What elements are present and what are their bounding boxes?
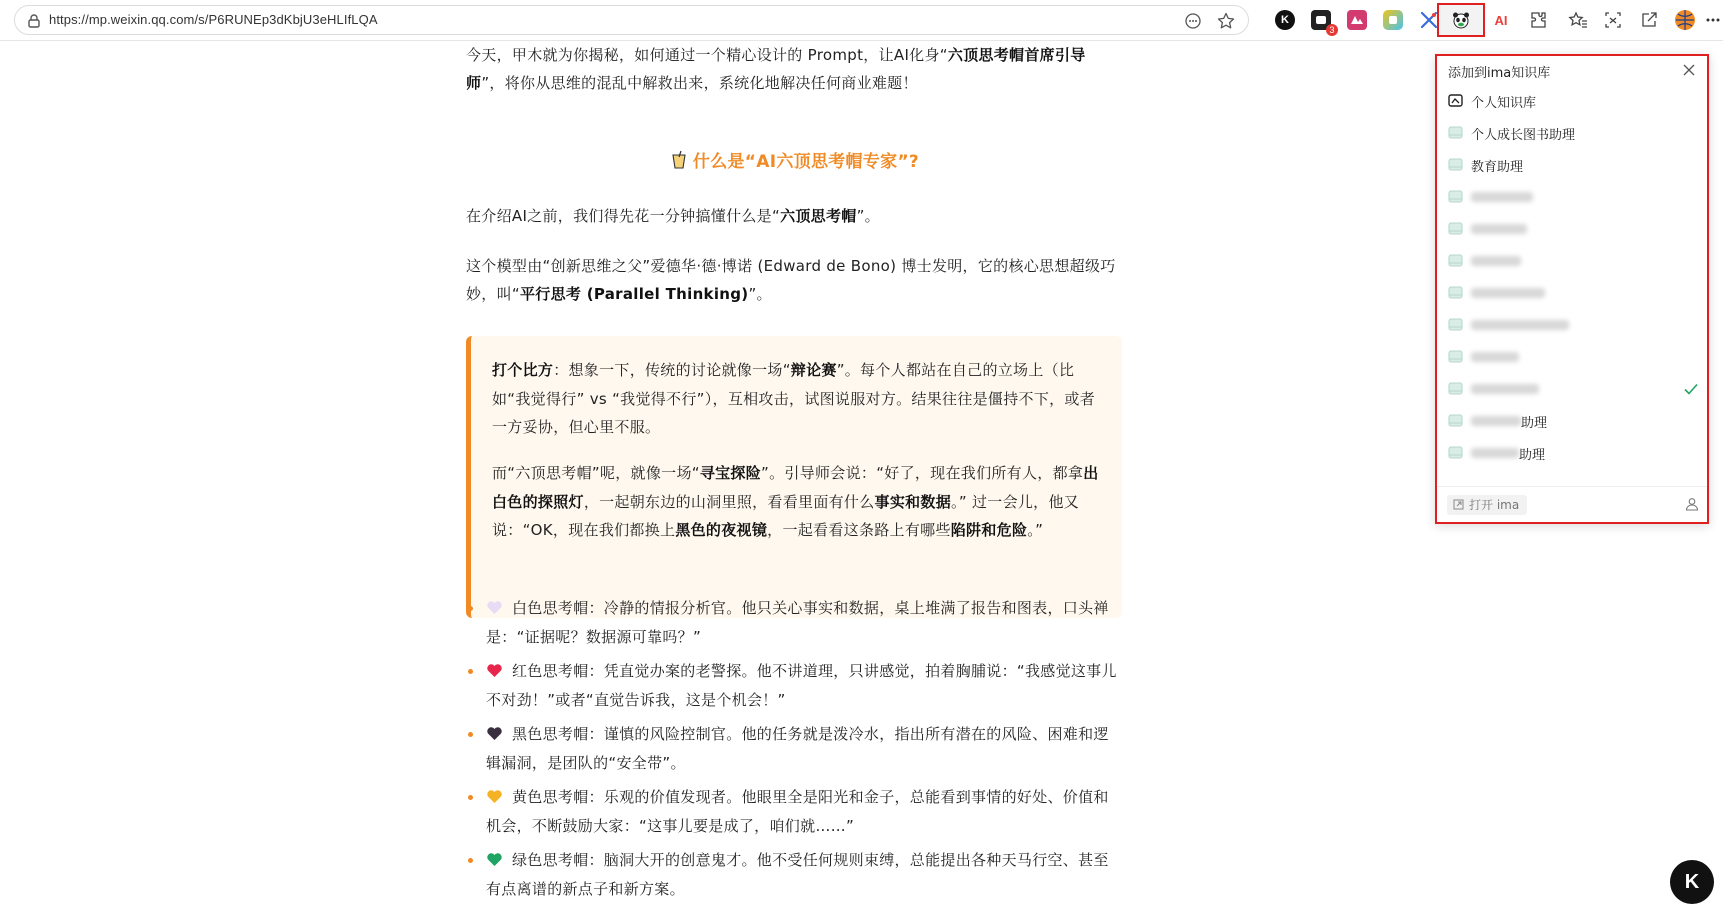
k-extension-icon[interactable] (1273, 8, 1297, 32)
blurred-name (1471, 256, 1521, 266)
blurred-name (1471, 288, 1545, 298)
panel-title: 添加到ima知识库 (1448, 66, 1551, 81)
ima-panda-icon (1451, 10, 1471, 30)
q1-text-1: ：想象一下，传统的讨论就像一场“ (553, 361, 791, 379)
kb-item-label: 个人知识库 (1471, 96, 1537, 111)
url-text[interactable]: https://mp.weixin.qq.com/s/P6RUNEp3dKbjU3eHLIfLQA (49, 12, 378, 27)
p2-text-2: ”。 (856, 207, 880, 225)
blurred-name (1471, 224, 1527, 234)
open-ima-label: 打开 ima (1469, 498, 1520, 512)
favorite-star-icon[interactable] (1216, 11, 1236, 31)
open-external-icon (1453, 499, 1464, 510)
blurred-name (1471, 352, 1519, 362)
paragraph-intro-hats (466, 202, 1122, 230)
hat-text: 绿色思考帽：脑洞大开的创意鬼才。他不受任何规则束缚，总能提出各种天马行空、甚至有点离谱的新点子和新方案。 (486, 851, 1109, 898)
book-icon (1448, 222, 1463, 235)
color-extension-logo (1383, 10, 1403, 30)
hat-list-item (466, 720, 1122, 777)
personal-kb-icon (1448, 94, 1463, 107)
intro-paragraph (466, 41, 1122, 97)
kb-item[interactable] (1437, 309, 1707, 341)
site-info-icon[interactable] (26, 13, 42, 29)
k-floating-logo[interactable]: K (1670, 860, 1714, 904)
blurred-name (1471, 384, 1539, 394)
q2-text-3: ，一起朝东边的山洞里照，看看里面有什么 (583, 492, 875, 511)
screenshot-icon[interactable] (1601, 8, 1625, 32)
intro-text-2: ”，将你从思维的混乱中解救出来，系统化地解决任何商业难题！ (481, 74, 918, 92)
q2-text-5: ，一起看看这条路上有哪些 (767, 521, 951, 539)
book-icon (1448, 350, 1463, 363)
pdf-extension-logo (1347, 10, 1367, 30)
close-icon[interactable] (1681, 62, 1697, 78)
more-menu-icon[interactable] (1705, 8, 1721, 32)
kb-item[interactable] (1437, 437, 1707, 469)
intro-bold: 六顶思考帽首席引导师 (466, 46, 1086, 92)
q1-text-2: ”。每个人都站在自己的立场上（比如“我觉得行” vs “我觉得不行”），互相攻击，试图说服对方。结果往往是僵持不下，或者一方妥协，但心里不服。 (492, 361, 1096, 436)
x-extension-logo (1419, 10, 1439, 30)
open-ima-button[interactable] (1447, 495, 1527, 515)
blurred-name (1471, 192, 1533, 202)
knowledge-base-list (1437, 85, 1707, 469)
kb-item-label: 助理 (1519, 448, 1546, 463)
hat-text: 红色思考帽：凭直觉办案的老警探。他不讲道理，只讲感觉，拍着胸脯说：“我感觉这事儿不对劲！”或者“直觉告诉我，这是个机会！” (486, 662, 1117, 709)
p2-text-1: 在介绍AI之前，我们得先花一分钟搞懂什么是“ (466, 207, 781, 225)
ima-extension-button[interactable] (1437, 3, 1485, 37)
book-icon (1448, 158, 1463, 171)
kb-item-label: 助理 (1521, 416, 1548, 431)
kb-item-label: 个人成长图书助理 (1471, 128, 1576, 143)
kb-item[interactable] (1437, 373, 1707, 405)
analogy-quote-box (466, 336, 1122, 618)
reader-mode-icon[interactable] (1184, 12, 1202, 30)
kb-item-label: 教育助理 (1471, 160, 1524, 175)
heart-icon (486, 600, 503, 615)
k-extension-logo (1275, 10, 1295, 30)
kb-item[interactable] (1437, 213, 1707, 245)
ai-extension-icon[interactable] (1489, 8, 1513, 32)
bullet-dot (468, 858, 473, 863)
p3-text-1: 这个模型由“创新思维之父”爱德华·德·博诺 (Edward de Bono) 博士发明，它的核心思想超级巧妙，叫“ (466, 257, 1116, 303)
hat-text: 白色思考帽：冷静的情报分析官。他只关心事实和数据，桌上堆满了报告和图表，口头禅是：“证据呢？数据源可靠吗？” (486, 599, 1109, 646)
book-icon (1448, 318, 1463, 331)
kb-item[interactable] (1437, 149, 1707, 181)
todo-badge: 3 (1326, 24, 1338, 36)
drink-icon (669, 150, 689, 170)
q2-text-6: 。” (1027, 521, 1044, 539)
book-icon (1448, 414, 1463, 427)
favorites-icon[interactable] (1566, 8, 1590, 32)
heart-icon (486, 852, 503, 867)
profile-avatar[interactable] (1673, 8, 1697, 32)
blurred-name (1471, 448, 1519, 458)
todo-extension-icon[interactable] (1309, 8, 1335, 35)
section-title-text: 什么是“AI六顶思考帽专家”? (692, 152, 920, 172)
hat-list-item (466, 594, 1122, 651)
hat-list-item (466, 783, 1122, 840)
q1-bold-1: 打个比方 (492, 361, 554, 379)
kb-item[interactable] (1437, 181, 1707, 213)
address-bar[interactable] (14, 5, 1249, 35)
book-icon (1448, 190, 1463, 203)
panel-footer (1437, 486, 1707, 523)
ima-add-panel (1435, 54, 1709, 524)
extensions-puzzle-icon[interactable] (1526, 8, 1550, 32)
heart-icon (486, 726, 503, 741)
section-title (466, 148, 1122, 176)
q2-bold-3: 事实和数据 (874, 492, 952, 511)
hat-list-item (466, 657, 1122, 714)
kb-item[interactable] (1437, 277, 1707, 309)
bullet-dot (468, 669, 473, 674)
paragraph-origin (466, 252, 1122, 308)
bullet-dot (468, 795, 473, 800)
blurred-name (1471, 416, 1521, 426)
quote-paragraph-2 (492, 459, 1104, 545)
heart-icon (486, 789, 503, 804)
book-icon (1448, 382, 1463, 395)
ai-extension-text: AI (1494, 12, 1508, 28)
book-icon (1448, 286, 1463, 299)
blurred-name (1471, 320, 1569, 330)
kb-item[interactable] (1437, 245, 1707, 277)
p3-bold: 平行思考 (Parallel Thinking) (519, 285, 749, 303)
p3-text-2: ”。 (748, 285, 772, 303)
book-icon (1448, 254, 1463, 267)
bullet-dot (468, 606, 473, 611)
heart-icon (486, 663, 503, 678)
hat-text: 黑色思考帽：谨慎的风险控制官。他的任务就是泼冷水，指出所有潜在的风险、困难和逻辑漏洞，是团队的“安全带”。 (486, 725, 1109, 772)
q1-bold-2: 辩论赛 (790, 361, 837, 379)
quote-paragraph-1 (492, 356, 1104, 442)
q2-text-1: 而“六顶思考帽”呢，就像一场“ (492, 464, 700, 482)
q2-text-2: ”。引导师会说：“好了，现在我们所有人，都拿 (761, 464, 1084, 482)
kb-item[interactable] (1437, 405, 1707, 437)
color-extension-icon[interactable] (1381, 8, 1405, 32)
q2-bold-2: 出白色的探照灯 (492, 464, 1099, 511)
pdf-extension-icon[interactable] (1345, 8, 1369, 32)
q2-bold-5: 陷阱和危险 (950, 521, 1028, 539)
user-icon[interactable] (1685, 497, 1699, 511)
q2-text-4: 。” 过一会儿，他又说：“OK，现在我们都换上 (492, 492, 1080, 539)
k-extension-letter: K (1281, 14, 1289, 26)
checkmark-icon (1683, 381, 1699, 397)
book-icon (1448, 126, 1463, 139)
kb-item[interactable] (1437, 85, 1707, 117)
hat-text: 黄色思考帽：乐观的价值发现者。他眼里全是阳光和金子，总能看到事情的好处、价值和机会，不断鼓励大家：“这事儿要是成了，咱们就……” (486, 788, 1109, 835)
book-icon (1448, 446, 1463, 459)
browser-toolbar (0, 0, 1723, 41)
kb-item[interactable] (1437, 341, 1707, 373)
hat-list-item (466, 846, 1122, 903)
intro-text-1: 今天，甲木就为你揭秘，如何通过一个精心设计的 Prompt，让AI化身“ (466, 46, 948, 64)
bullet-dot (468, 732, 473, 737)
hats-list (466, 594, 1122, 909)
p2-bold: 六顶思考帽 (780, 207, 857, 225)
share-icon[interactable] (1637, 8, 1661, 32)
q2-bold-4: 黑色的夜视镜 (675, 521, 768, 539)
kb-item[interactable] (1437, 117, 1707, 149)
q2-bold-1: 寻宝探险 (699, 464, 762, 482)
